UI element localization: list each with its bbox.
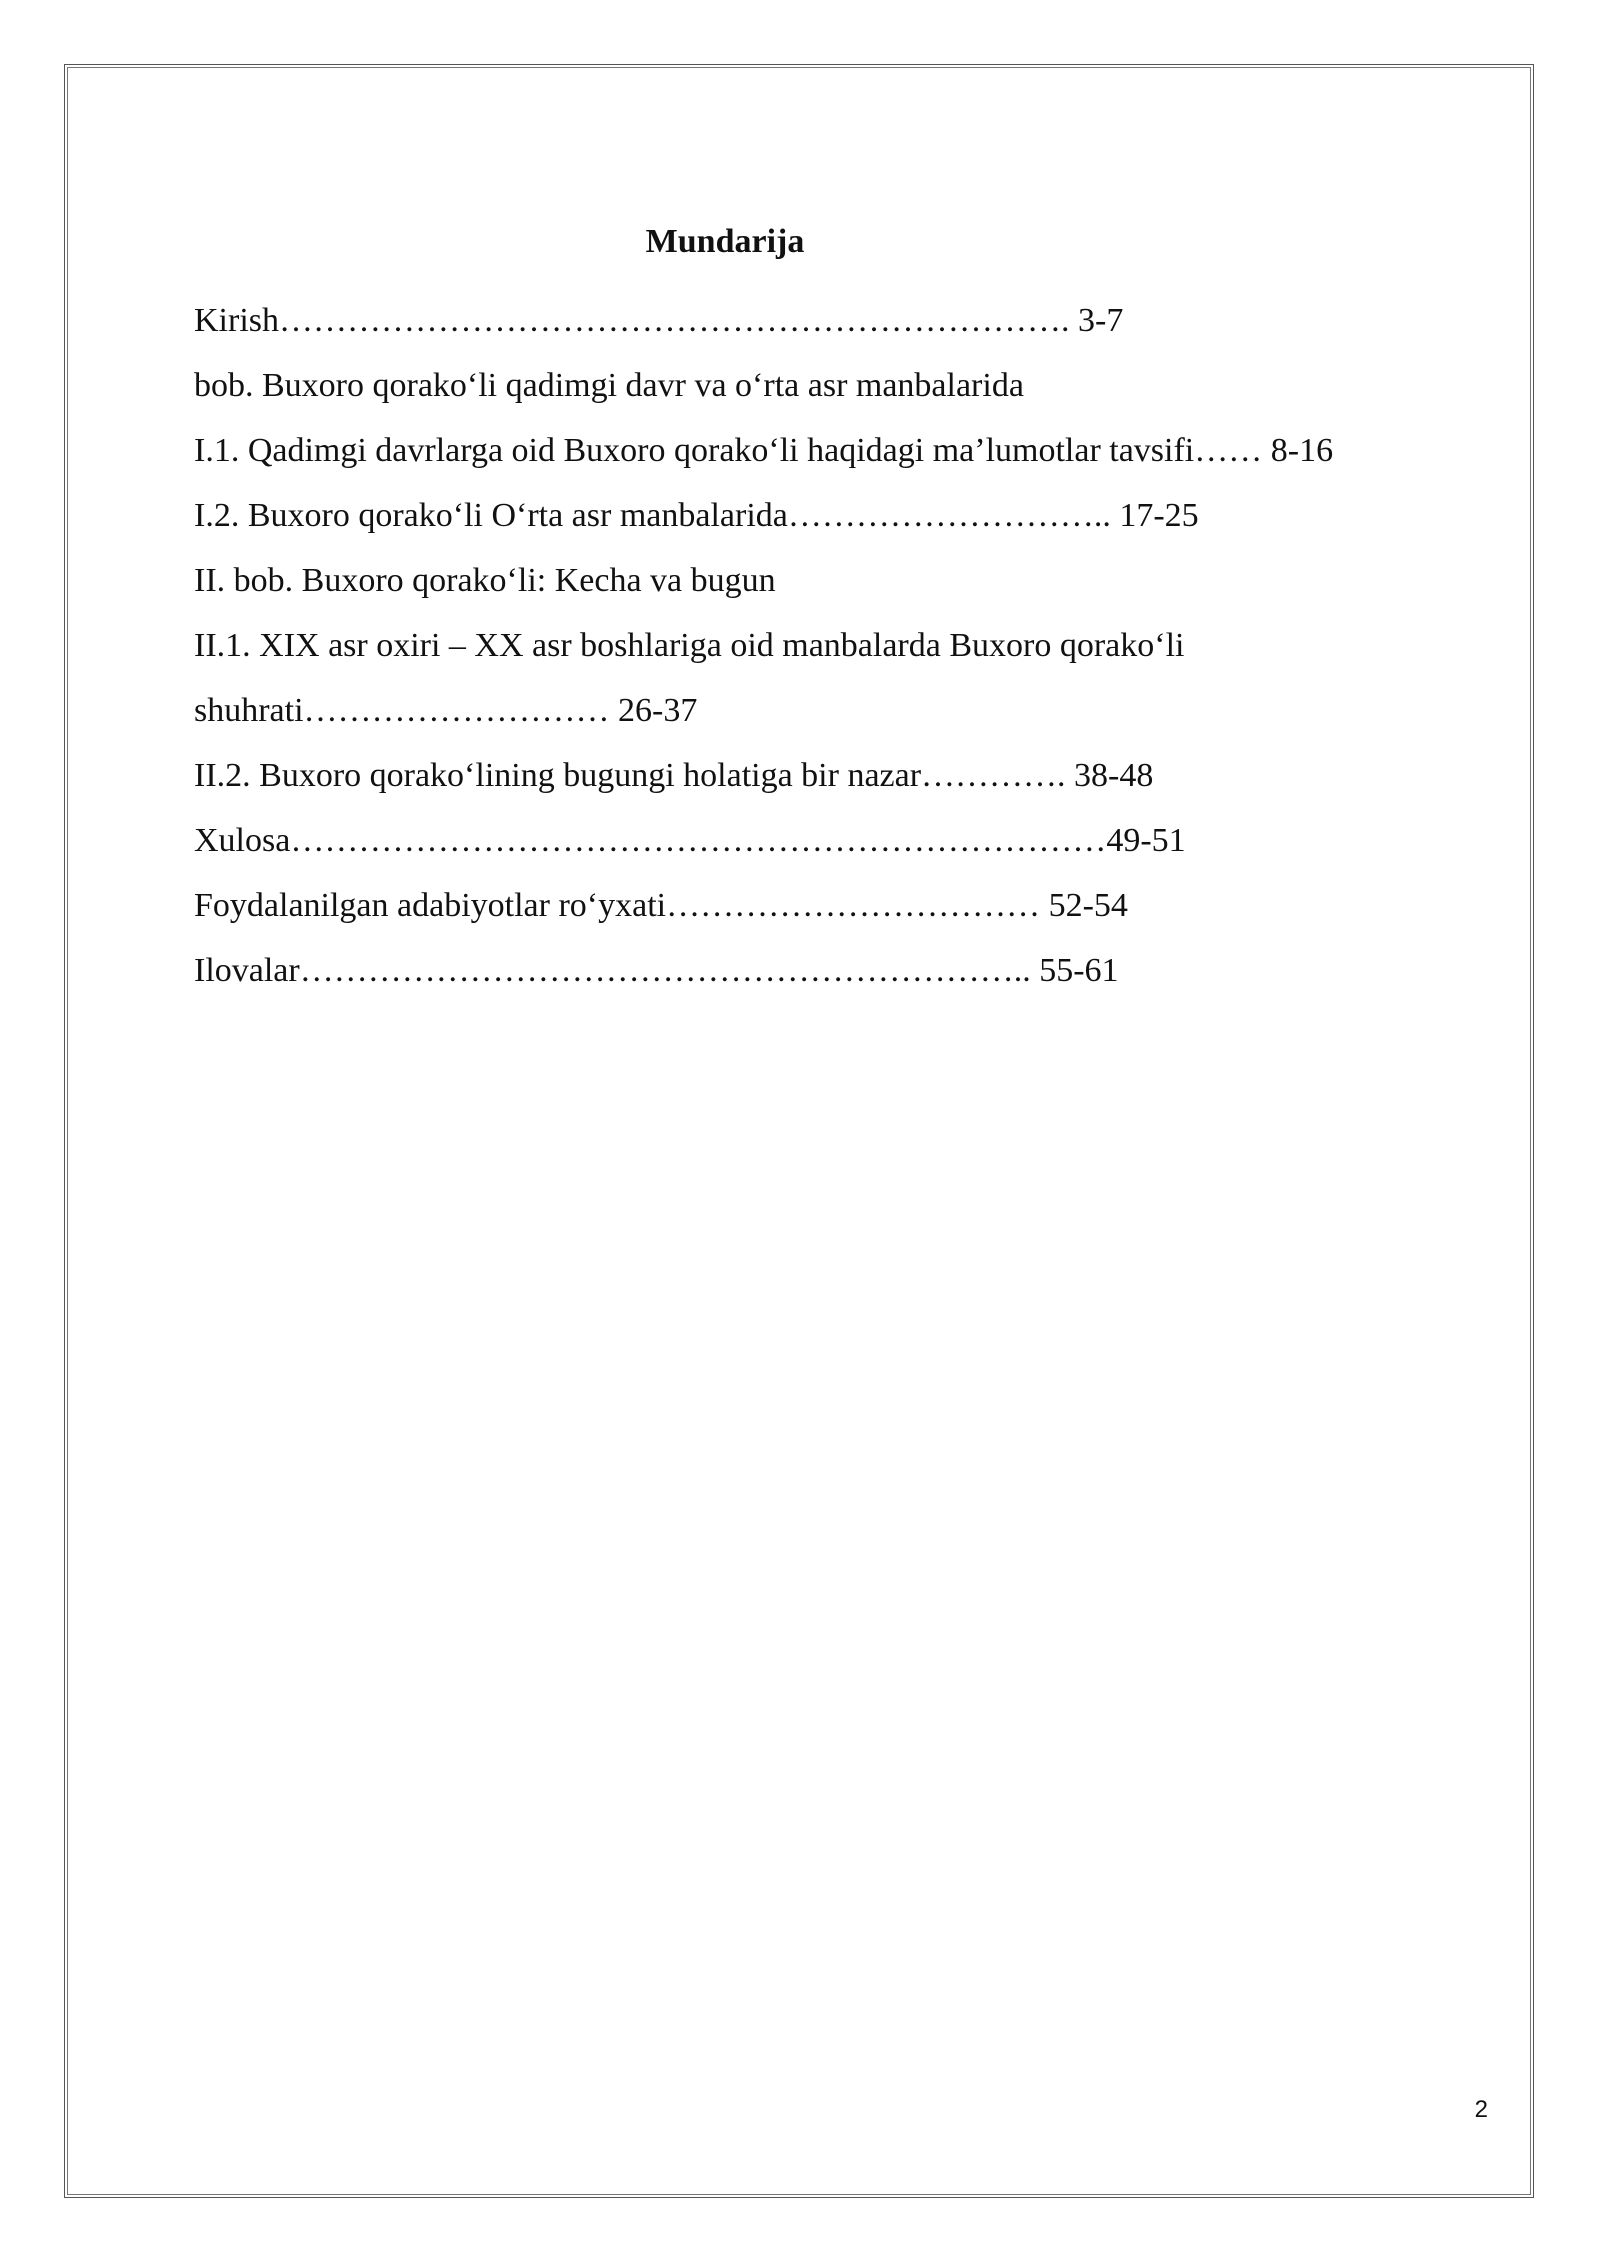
toc-title: Mundarija [645, 223, 805, 260]
table-of-contents [194, 288, 1494, 1003]
toc-entry-section-1-1: I.1. Qadimgi davrlarga oid Buxoro qorako‘li haqidagi ma’lumotlar tavsifi…… 8-16 [194, 432, 1334, 469]
toc-entry-chapter-2: II. bob. Buxoro qorako‘li: Kecha va bugun [194, 562, 776, 599]
toc-entry-bibliography: Foydalanilgan adabiyotlar ro‘yxati…………………………… 52-54 [194, 887, 1128, 924]
toc-entry-section-1-2: I.2. Buxoro qorako‘li O‘rta asr manbalarida……………………….. 17-25 [194, 497, 1199, 534]
toc-entry-xulosa: Xulosa………………………………………………………………49-51 [194, 822, 1186, 859]
page-number: 2 [1474, 2096, 1488, 2123]
toc-entry-chapter-1: bob. Buxoro qorako‘li qadimgi davr va o‘rta asr manbalarida [194, 367, 1024, 404]
toc-entry-section-2-1: II.1. XIX asr oxiri – XX asr boshlariga oid manbalarda Buxoro qorako‘li [194, 627, 1185, 664]
toc-entry-section-2-2: II.2. Buxoro qorako‘lining bugungi holatiga bir nazar…………. 38-48 [194, 757, 1154, 794]
toc-entry-section-2-1-continued: shuhrati……………………… 26-37 [194, 692, 698, 729]
toc-entry-ilovalar: Ilovalar……………………………………………………….. 55-61 [194, 952, 1119, 989]
toc-entry-kirish: Kirish……………………………………………………………. 3-7 [194, 302, 1124, 339]
